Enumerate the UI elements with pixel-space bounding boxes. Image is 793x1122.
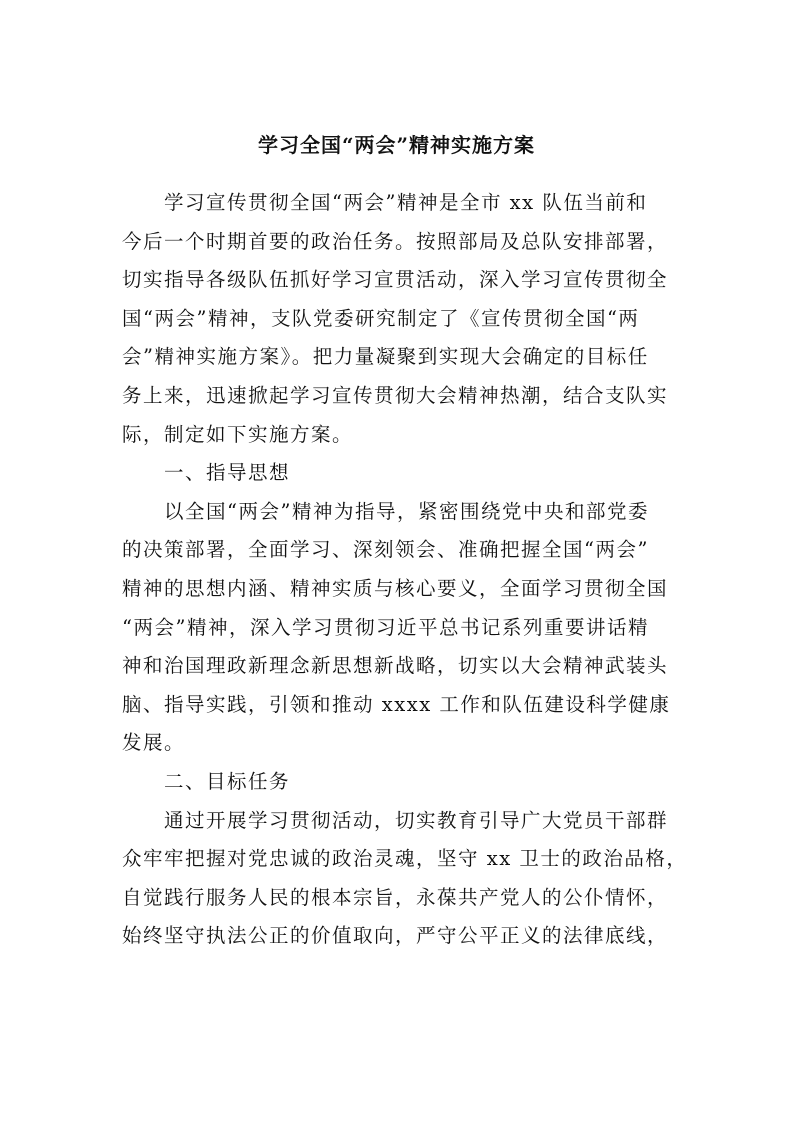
guiding-thought-paragraph-line: “两会”精神，深入学习贯彻习近平总书记系列重要讲话精 <box>122 615 649 639</box>
guiding-thought-paragraph-line: 神和治国理政新理念新思想新战略，切实以大会精神武装头 <box>122 654 669 678</box>
goals-paragraph-line: 众牢牢把握对党忠诚的政治灵魂，坚守 xx 卫士的政治品格， <box>122 847 688 871</box>
intro-paragraph-line: 际，制定如下实施方案。 <box>122 422 354 446</box>
section-heading-goals: 二、目标任务 <box>164 769 291 793</box>
document-body <box>122 184 688 956</box>
intro-paragraph-line: 国“两会”精神，支队党委研究制定了《宣传贯彻全国“两 <box>122 306 640 330</box>
guiding-thought-paragraph-line: 精神的思想内涵、精神实质与核心要义，全面学习贯彻全国 <box>122 576 669 600</box>
intro-paragraph-line: 今后一个时期首要的政治任务。按照部局及总队安排部署， <box>122 229 669 253</box>
document-title: 学习全国“两会”精神实施方案 <box>257 133 535 157</box>
goals-paragraph-line: 自觉践行服务人民的根本宗旨，永葆共产党人的公仆情怀， <box>122 885 669 909</box>
intro-paragraph-line: 会”精神实施方案》。把力量凝聚到实现大会确定的目标任 <box>122 345 649 369</box>
guiding-thought-paragraph-line: 脑、指导实践，引领和推动 xxxx 工作和队伍建设科学健康 <box>122 692 671 716</box>
guiding-thought-paragraph-line: 发展。 <box>122 731 186 755</box>
intro-paragraph-line: 务上来，迅速掀起学习宣传贯彻大会精神热潮，结合支队实 <box>122 383 669 407</box>
goals-paragraph-line: 通过开展学习贯彻活动，切实教育引导广大党员干部群 <box>164 808 669 832</box>
section-heading-guiding-thought: 一、指导思想 <box>164 461 291 485</box>
intro-paragraph-line: 切实指导各级队伍抓好学习宣贯活动，深入学习宣传贯彻全 <box>122 268 669 292</box>
intro-paragraph-line: 学习宣传贯彻全国“两会”精神是全市 xx 队伍当前和 <box>164 191 648 214</box>
guiding-thought-paragraph-line: 的决策部署，全面学习、深刻领会、准确把握全国“两会” <box>122 538 649 562</box>
goals-paragraph-line: 始终坚守执法公正的价值取向，严守公平正义的法律底线， <box>122 924 669 948</box>
guiding-thought-paragraph-line: 以全国“两会”精神为指导，紧密围绕党中央和部党委 <box>164 499 649 523</box>
